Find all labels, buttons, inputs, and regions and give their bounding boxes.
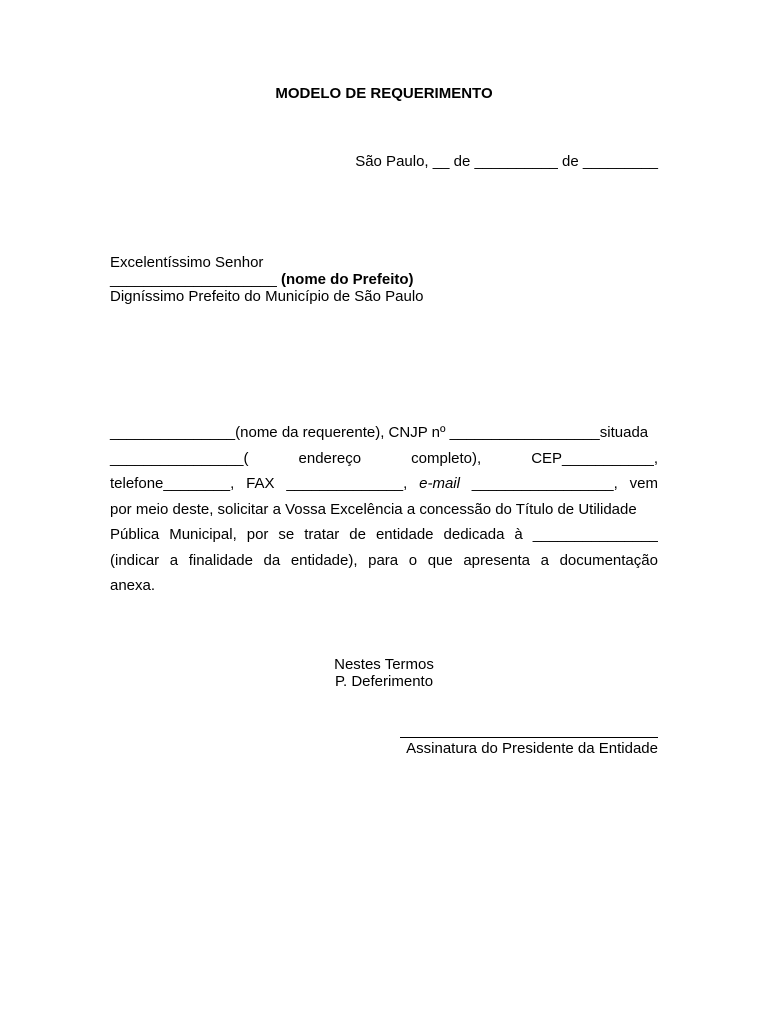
date-line: São Paulo, __ de __________ de _________: [355, 153, 658, 170]
body-line-6: [110, 548, 658, 574]
word: CEP___________,: [531, 449, 658, 467]
signature-label: Assinatura do Presidente da Entidade: [406, 740, 658, 757]
word: tratar: [304, 526, 340, 543]
salutation: Excelentíssimo Senhor: [110, 254, 264, 271]
body-line-4-text: por meio deste, solicitar a Vossa Excelência a concessão do Título de Utilidade: [110, 500, 637, 518]
word: ______________,: [286, 475, 408, 492]
word: _________________,: [471, 475, 618, 492]
request-body: [110, 420, 658, 599]
closing-line-1: Nestes Termos: [334, 656, 434, 673]
word: FAX: [246, 475, 275, 492]
word: que: [427, 551, 453, 569]
word: _______________: [532, 526, 658, 543]
email-label: e-mail: [419, 475, 460, 492]
closing-line-2: P. Deferimento: [334, 673, 434, 690]
body-line-7: [110, 573, 658, 599]
body-line-4: [110, 497, 658, 523]
addressee-block: [110, 254, 424, 305]
body-line-7-text: anexa.: [110, 577, 156, 594]
word: Pública: [110, 526, 160, 543]
word: dedicada: [443, 526, 505, 543]
word: por: [246, 526, 269, 543]
body-line-2: [110, 446, 658, 472]
word: à: [514, 526, 523, 543]
word: entidade: [375, 526, 434, 543]
body-line-5: [110, 522, 658, 548]
word: endereço: [298, 449, 362, 467]
mayor-position: Digníssimo Prefeito do Município de São Paulo: [110, 288, 424, 305]
word: de: [349, 526, 366, 543]
mayor-name-line: [110, 271, 424, 288]
mayor-name-placeholder: (nome do Prefeito): [281, 271, 414, 288]
word: ________________(: [110, 449, 249, 467]
word: finalidade: [188, 551, 253, 569]
word: o: [408, 551, 418, 569]
signature-line: [400, 737, 658, 738]
body-line-1-text: _______________(nome da requerente), CNJP nº __________________situada: [110, 424, 649, 441]
word: a: [540, 551, 549, 569]
word: da: [263, 551, 281, 569]
word: entidade),: [290, 551, 358, 569]
word: a: [169, 551, 179, 569]
word: vem: [629, 475, 658, 492]
word: (indicar: [110, 551, 160, 569]
mayor-name-blank: ____________________: [110, 271, 282, 288]
body-line-3: [110, 471, 658, 497]
body-line-1: [110, 420, 658, 446]
word: documentação: [559, 551, 658, 569]
word: para: [368, 551, 399, 569]
closing-block: [0, 656, 768, 690]
word: apresenta: [463, 551, 531, 569]
word: se: [278, 526, 295, 543]
word: telefone________,: [110, 475, 235, 492]
word: completo),: [411, 449, 482, 467]
word: Municipal,: [169, 526, 237, 543]
document-title: MODELO DE REQUERIMENTO: [275, 85, 493, 102]
